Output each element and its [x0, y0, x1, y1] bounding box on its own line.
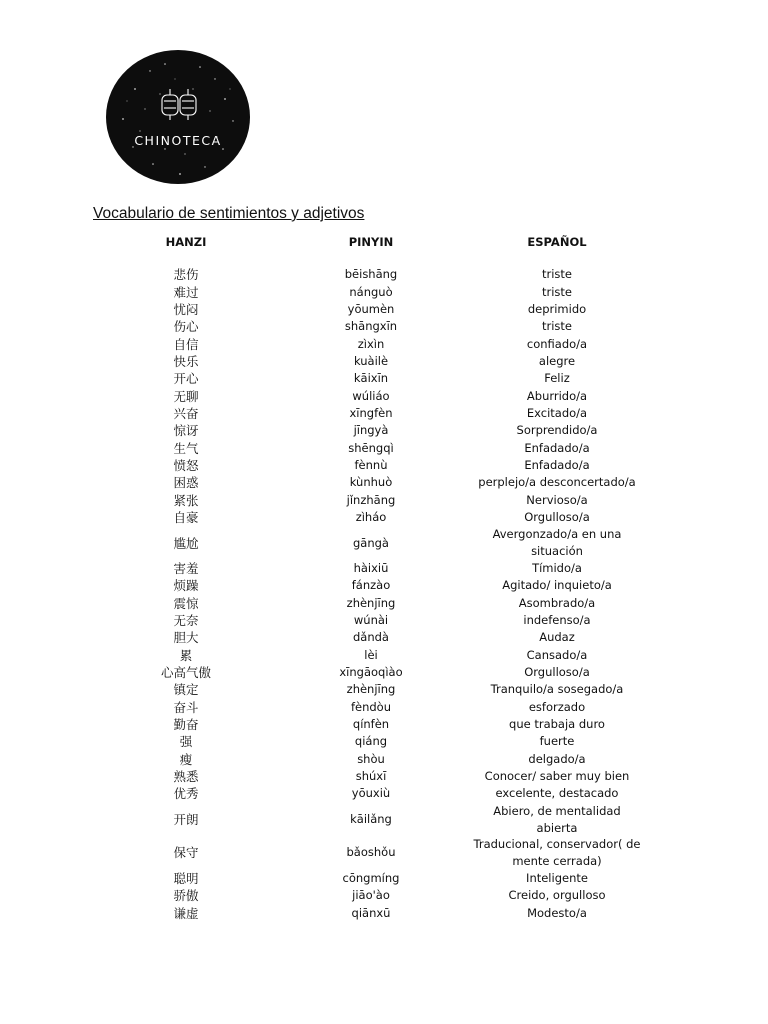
cell-pinyin: qiānxū	[351, 905, 391, 920]
cell-pinyin: kāilǎng	[350, 811, 392, 826]
table-row	[0, 526, 768, 560]
column-header-hanzi: HANZI	[165, 235, 207, 249]
cell-espanol-line: alegre	[538, 353, 576, 368]
cell-espanol-line: Audaz	[539, 630, 575, 645]
cell-hanzi: 震惊	[173, 595, 199, 611]
cell-pinyin: kāixīn	[353, 371, 389, 386]
cell-hanzi: 忧闷	[173, 301, 199, 317]
logo-text: CHINOTECA	[134, 133, 222, 148]
cell-espanol	[460, 612, 654, 629]
table-row	[0, 629, 768, 646]
cell-pinyin: zìxìn	[357, 336, 385, 351]
cell-pinyin: wúliáo	[352, 388, 390, 403]
cell-espanol-line: excelente, destacado	[495, 786, 619, 801]
cell-espanol	[460, 803, 654, 837]
cell-espanol	[460, 699, 654, 716]
cell-hanzi: 悲伤	[173, 267, 199, 283]
table-row	[0, 664, 768, 681]
cell-espanol	[460, 318, 654, 335]
cell-espanol	[460, 526, 654, 560]
cell-espanol	[460, 595, 654, 612]
cell-pinyin: zìháo	[355, 510, 387, 525]
cell-espanol-line: perplejo/a desconcertado/a	[478, 475, 636, 490]
cell-hanzi: 伤心	[173, 319, 199, 335]
cell-pinyin: shòu	[357, 751, 385, 766]
cell-espanol	[460, 716, 654, 733]
cell-espanol	[460, 664, 654, 681]
cell-espanol	[460, 422, 654, 439]
cell-pinyin: gāngà	[353, 535, 389, 550]
cell-pinyin: bēishāng	[344, 267, 398, 282]
cell-espanol-line: Inteligente	[526, 870, 588, 885]
cell-hanzi: 勤奋	[173, 717, 199, 733]
cell-hanzi: 熟悉	[173, 769, 199, 785]
cell-espanol-line: Avergonzado/a en una	[492, 527, 622, 542]
cell-hanzi: 愤怒	[173, 458, 199, 474]
table-row	[0, 870, 768, 887]
cell-espanol	[460, 370, 654, 387]
cell-espanol	[460, 266, 654, 283]
cell-hanzi: 心高气傲	[160, 665, 211, 681]
cell-espanol-line: Enfadado/a	[524, 440, 590, 455]
cell-espanol	[460, 629, 654, 646]
cell-espanol	[460, 768, 654, 785]
cell-espanol-line: Conocer/ saber muy bien	[484, 769, 630, 784]
table-row	[0, 283, 768, 300]
cell-espanol-line: delgado/a	[528, 751, 586, 766]
page-title: Vocabulario de sentimientos y adjetivos	[93, 205, 365, 222]
cell-hanzi: 快乐	[173, 353, 199, 369]
table-row	[0, 353, 768, 370]
table-row	[0, 716, 768, 733]
cell-espanol-line: Cansado/a	[526, 647, 588, 662]
cell-espanol-line: Traducional, conservador( de	[473, 837, 641, 852]
table-row	[0, 387, 768, 404]
cell-hanzi: 害羞	[173, 560, 199, 576]
cell-hanzi: 尴尬	[173, 535, 199, 551]
cell-pinyin: qínfèn	[352, 717, 390, 732]
cell-pinyin: shúxī	[355, 769, 387, 784]
cell-hanzi: 聪明	[173, 870, 199, 886]
cell-pinyin: cōngmíng	[342, 870, 400, 885]
cell-espanol	[460, 681, 654, 698]
cell-pinyin: yōumèn	[347, 301, 395, 316]
cell-espanol-line: Orgulloso/a	[524, 665, 590, 680]
table-row	[0, 492, 768, 509]
cell-hanzi: 胆大	[173, 630, 199, 646]
cell-espanol-line: Orgulloso/a	[524, 510, 590, 525]
cell-hanzi: 困惑	[173, 475, 199, 491]
table-row	[0, 699, 768, 716]
cell-hanzi: 奋斗	[173, 699, 199, 715]
cell-pinyin: jǐnzhāng	[346, 492, 396, 507]
cell-pinyin: hàixiū	[353, 560, 389, 575]
cell-espanol-line: deprimido	[527, 301, 587, 316]
cell-espanol-line: que trabaja duro	[509, 717, 605, 732]
cell-espanol	[460, 751, 654, 768]
cell-espanol	[460, 785, 654, 802]
table-row	[0, 612, 768, 629]
cell-espanol-line: fuerte	[539, 734, 575, 749]
cell-espanol	[460, 560, 654, 577]
table-row	[0, 647, 768, 664]
cell-pinyin: bǎoshǒu	[346, 845, 396, 860]
table-row	[0, 370, 768, 387]
cell-espanol-line: Enfadado/a	[524, 458, 590, 473]
cell-espanol	[460, 905, 654, 922]
cell-pinyin: wúnài	[353, 612, 389, 627]
cell-espanol	[460, 353, 654, 370]
cell-hanzi: 生气	[173, 440, 199, 456]
cell-espanol	[460, 284, 654, 301]
cell-espanol	[460, 509, 654, 526]
table-row	[0, 904, 768, 921]
cell-pinyin: jīngyà	[353, 423, 389, 438]
cell-espanol-line: situación	[531, 544, 583, 559]
cell-hanzi: 惊讶	[173, 423, 199, 439]
table-row	[0, 733, 768, 750]
table-row	[0, 594, 768, 611]
cell-espanol-line: Feliz	[544, 371, 570, 386]
cell-espanol	[460, 887, 654, 904]
table-row	[0, 577, 768, 594]
cell-hanzi: 兴奋	[173, 405, 199, 421]
cell-pinyin: jiāo'ào	[352, 888, 390, 903]
cell-espanol-line: Abiero, de mentalidad	[493, 803, 621, 818]
cell-espanol-line: abierta	[536, 820, 578, 835]
cell-pinyin: lèi	[364, 647, 378, 662]
cell-pinyin: xīngāoqìào	[339, 665, 403, 680]
cell-hanzi: 累	[179, 647, 193, 663]
table-row	[0, 405, 768, 422]
cell-espanol	[460, 733, 654, 750]
table-row	[0, 560, 768, 577]
cell-espanol-line: mente cerrada)	[512, 854, 602, 869]
cell-hanzi: 保守	[173, 845, 199, 861]
table-row	[0, 836, 768, 870]
cell-pinyin: fánzào	[351, 578, 391, 593]
cell-espanol	[460, 336, 654, 353]
cell-espanol-line: triste	[541, 284, 572, 299]
cell-espanol-line: esforzado	[528, 699, 586, 714]
table-row	[0, 335, 768, 352]
cell-espanol	[460, 474, 654, 491]
cell-pinyin: fènnù	[354, 458, 388, 473]
table-row	[0, 266, 768, 283]
cell-hanzi: 开心	[173, 371, 199, 387]
cell-espanol-line: Excitado/a	[526, 405, 588, 420]
cell-hanzi: 开朗	[173, 811, 199, 827]
cell-espanol-line: Modesto/a	[527, 905, 587, 920]
table-row	[0, 751, 768, 768]
cell-espanol	[460, 388, 654, 405]
table-row	[0, 768, 768, 785]
cell-pinyin: nánguò	[349, 284, 393, 299]
cell-hanzi: 镇定	[173, 682, 199, 698]
cell-espanol-line: Sorprendido/a	[516, 423, 598, 438]
cell-espanol-line: confiado/a	[526, 336, 588, 351]
cell-espanol	[460, 577, 654, 594]
table-row	[0, 440, 768, 457]
column-header-espanol: ESPAÑOL	[527, 235, 587, 249]
cell-hanzi: 紧张	[173, 492, 199, 508]
cell-hanzi: 谦虚	[173, 905, 199, 921]
cell-espanol-line: indefenso/a	[523, 612, 591, 627]
cell-espanol	[460, 870, 654, 887]
cell-espanol-line: Aburrido/a	[526, 388, 588, 403]
cell-espanol-line: triste	[541, 267, 572, 282]
cell-hanzi: 难过	[173, 284, 199, 300]
table-row	[0, 422, 768, 439]
cell-hanzi: 烦躁	[173, 578, 199, 594]
cell-hanzi: 强	[179, 734, 193, 750]
cell-pinyin: kuàilè	[353, 353, 389, 368]
cell-espanol	[460, 647, 654, 664]
cell-pinyin: shēngqì	[348, 440, 394, 455]
cell-hanzi: 无聊	[173, 388, 199, 404]
cell-espanol-line: Asombrado/a	[518, 595, 596, 610]
table-row	[0, 785, 768, 802]
cell-hanzi: 瘦	[179, 751, 193, 767]
cell-espanol-line: Creido, orgulloso	[508, 888, 606, 903]
cell-pinyin: xīngfèn	[349, 405, 393, 420]
table-row	[0, 509, 768, 526]
cell-hanzi: 骄傲	[173, 888, 199, 904]
table-row	[0, 681, 768, 698]
table-row	[0, 803, 768, 837]
cell-espanol	[460, 440, 654, 457]
table-row	[0, 887, 768, 904]
cell-pinyin: zhènjīng	[346, 682, 396, 697]
cell-espanol	[460, 836, 654, 870]
cell-hanzi: 优秀	[173, 786, 199, 802]
cell-espanol-line: triste	[541, 319, 572, 334]
cell-espanol-line: Tímido/a	[532, 560, 582, 575]
chinoteca-logo	[105, 49, 251, 185]
cell-hanzi: 无奈	[173, 612, 199, 628]
cell-pinyin: zhènjīng	[346, 595, 396, 610]
cell-espanol	[460, 492, 654, 509]
cell-espanol-line: Tranquilo/a sosegado/a	[490, 682, 624, 697]
cell-pinyin: yōuxiù	[351, 786, 391, 801]
cell-hanzi: 自豪	[173, 510, 199, 526]
cell-pinyin: kùnhuò	[349, 475, 393, 490]
column-header-pinyin: PINYIN	[348, 235, 394, 249]
cell-pinyin: fèndòu	[350, 699, 392, 714]
cell-espanol	[460, 301, 654, 318]
table-row	[0, 318, 768, 335]
cell-espanol-line: Nervioso/a	[526, 492, 588, 507]
cell-pinyin: shāngxīn	[344, 319, 398, 334]
cell-espanol	[460, 457, 654, 474]
cell-pinyin: dǎndà	[353, 630, 389, 645]
table-row	[0, 457, 768, 474]
cell-hanzi: 自信	[173, 336, 199, 352]
cell-pinyin: qiáng	[354, 734, 388, 749]
cell-espanol	[460, 405, 654, 422]
cell-espanol-line: Agitado/ inquieto/a	[502, 578, 612, 593]
table-row	[0, 301, 768, 318]
table-row	[0, 474, 768, 491]
